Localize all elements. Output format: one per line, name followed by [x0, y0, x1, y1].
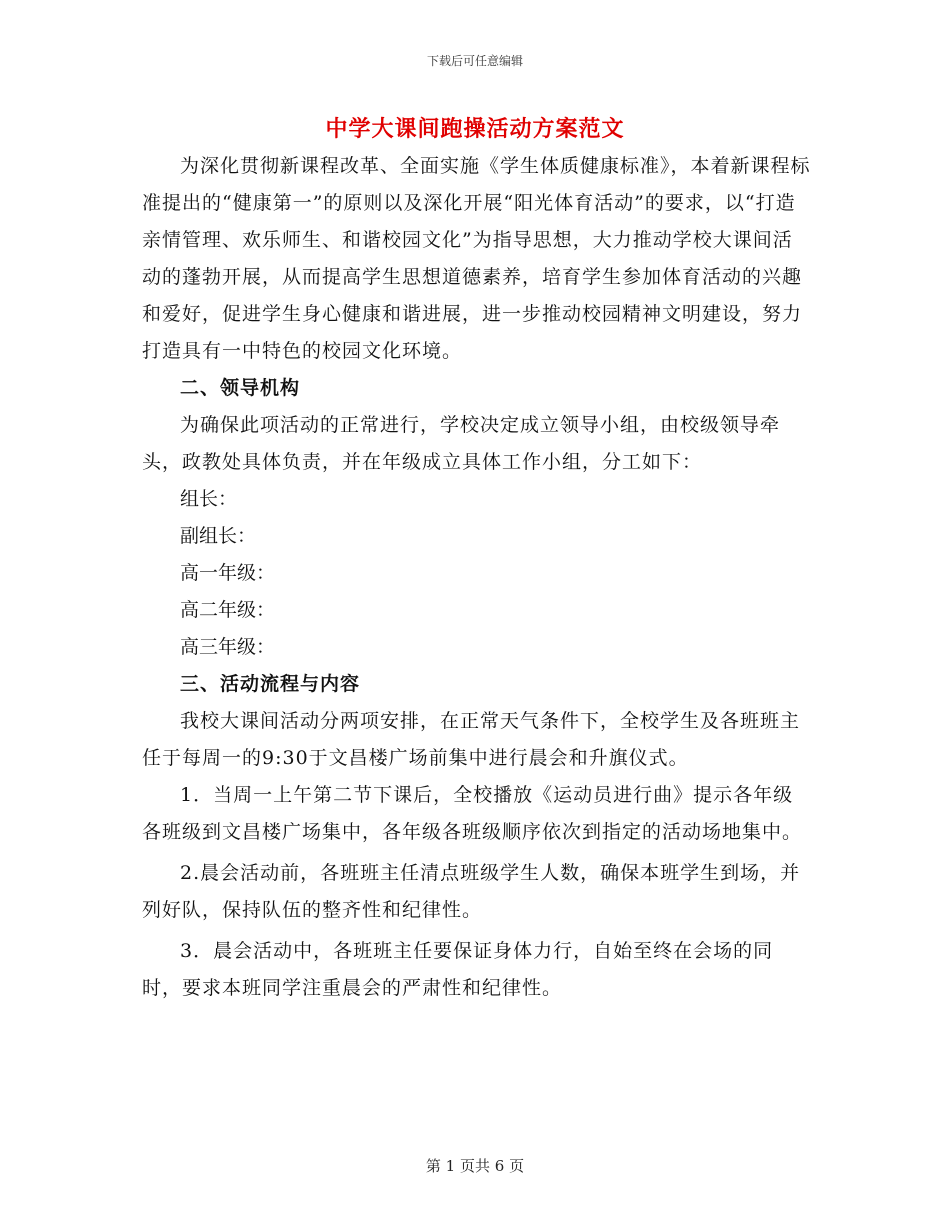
- role-grade-1: 高一年级：: [180, 562, 276, 584]
- page-header: 下载后可任意编辑: [426, 54, 523, 68]
- role-deputy-leader: 副组长：: [180, 525, 257, 547]
- step-1-paragraph: 1．当周一上午第二节下课后，全校播放《运动员进行曲》提示各年级各班级到文昌楼广场集中，各年级各班级顺序依次到指定的活动场地集中。: [142, 784, 803, 843]
- role-leader: 组长：: [180, 488, 238, 510]
- intro-paragraph: 为深化贯彻新课程改革、全面实施《学生体质健康标准》，本着新课程标准提出的“健康第一”的原则以及深化开展“阳光体育活动”的要求，以“打造亲情管理、欢乐师生、和谐校园文化”为指导思想，大力推动学校大课间活动的蓬勃开展，从而提高学生思想道德素养，培育学生参加体育活动的兴趣和爱好，促进学生身心健康和谐进展，进一步推动校园精神文明建设，努力打造具有一中特色的校园文化环境。: [142, 155, 811, 362]
- leadership-paragraph: 为确保此项活动的正常进行，学校决定成立领导小组，由校级领导牵头，政教处具体负责，并在年级成立具体工作小组，分工如下：: [142, 414, 781, 473]
- role-grade-3: 高三年级：: [180, 636, 276, 658]
- step-2-paragraph: 2.晨会活动前，各班班主任清点班级学生人数，确保本班学生到场，并列好队，保持队伍的整齐性和纪律性。: [142, 862, 801, 921]
- section-heading-leadership: 二、领导机构: [180, 377, 301, 399]
- document-title: 中学大课间跑操活动方案范文: [325, 116, 625, 142]
- section-heading-process: 三、活动流程与内容: [180, 673, 361, 695]
- document-body: [142, 148, 812, 1007]
- page-footer: 第 1 页共 6 页: [425, 1157, 525, 1175]
- step-3-paragraph: 3．晨会活动中，各班班主任要保证身体力行，自始至终在会场的同时，要求本班同学注重晨会的严肃性和纪律性。: [142, 940, 774, 999]
- role-grade-2: 高二年级：: [180, 599, 276, 621]
- process-paragraph: 我校大课间活动分两项安排，在正常天气条件下，全校学生及各班班主任于每周一的9:30于文昌楼广场前集中进行晨会和升旗仪式。: [142, 710, 801, 769]
